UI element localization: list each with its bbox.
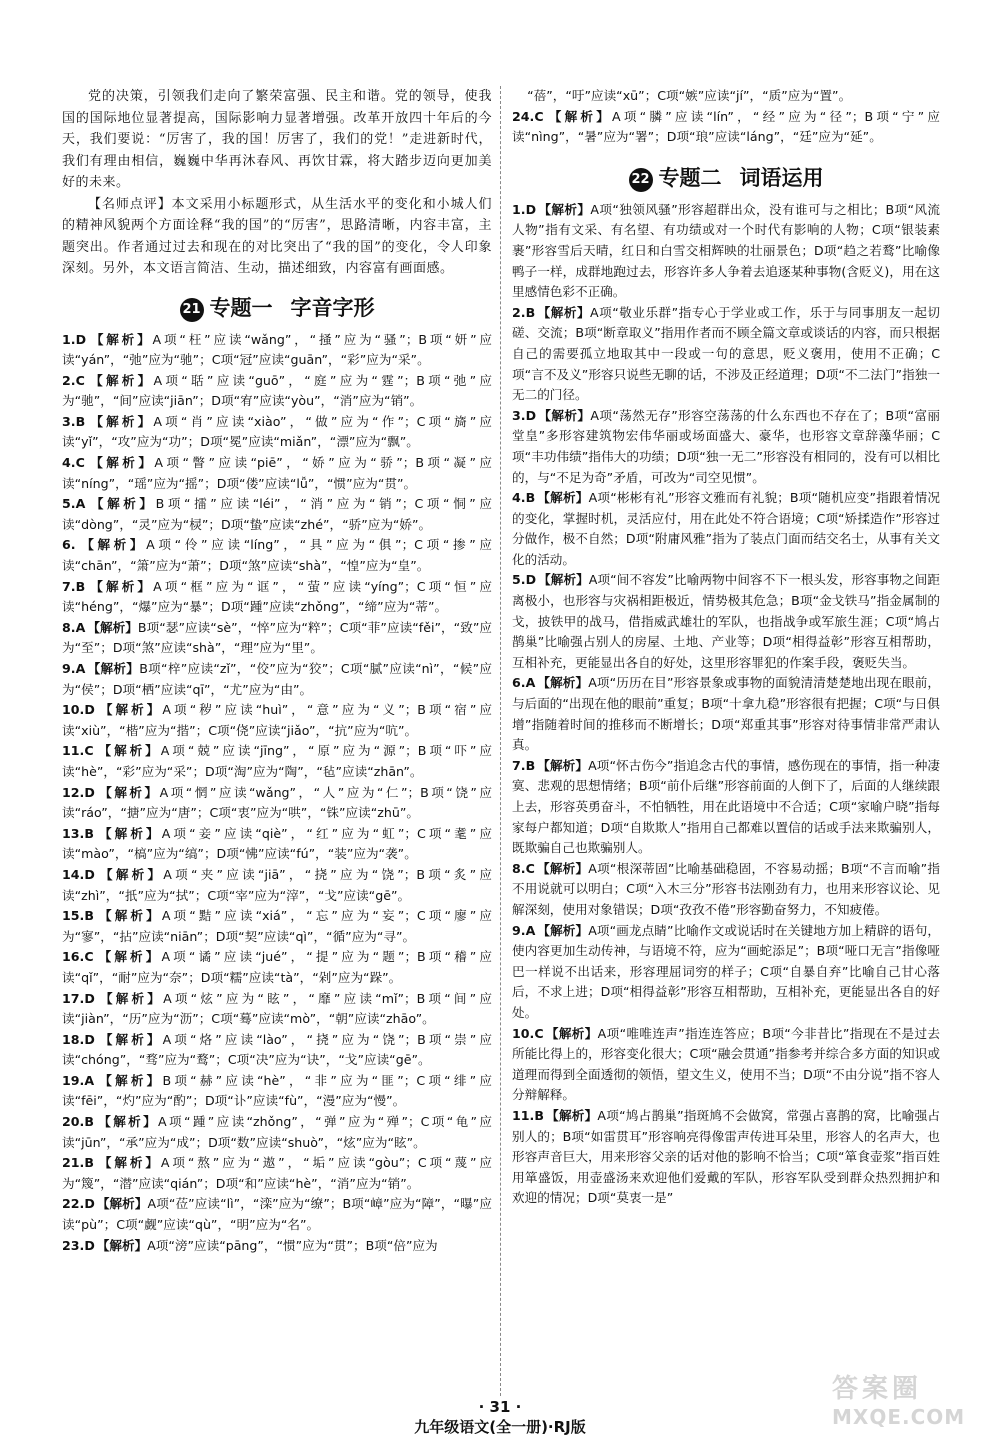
item-text: A项“彬彬有礼”形容文雅而有礼貌；B项“随机应变”指跟着情况的变化，掌握时机，灵活应付，用在此处不符合语境；C项“矫揉造作”形容过分做作，极不自然；D项“附庸风雅”指为了装点门面而结交名士，从事有关文化的活动。	[512, 490, 941, 567]
item-answer: C	[84, 949, 94, 965]
item-text: A项“聒”应读“guō”，“庭”应为“霆”；B项“弛”应为“驰”，“间”应读“jiān”；D项“宥”应读“yòu”，“消”应为“销”。	[62, 372, 492, 409]
item-text: A项“兢”应读“jīng”，“原”应为“源”；B项“吓”应读“hè”，“彩”应为“采”；D项“淘”应为“陶”，“毡”应读“zhān”。	[62, 743, 492, 779]
item-tag: 【解析】	[96, 990, 164, 1006]
item-answer: B	[84, 825, 94, 841]
book-title: 九年级语文(全一册)·RJ版	[414, 1418, 586, 1436]
item-tag: 【解析】	[87, 619, 138, 635]
item-tag: 【解析】	[87, 413, 154, 429]
item-number: 7.	[62, 578, 76, 594]
item-answer: D	[84, 990, 95, 1006]
item-tag: 【解析】	[96, 1072, 163, 1088]
item-tag: 【解析】	[536, 860, 589, 876]
item-tag: 【解析】	[87, 496, 156, 512]
item-tag: 【解析】	[95, 743, 161, 759]
item-number: 10.	[62, 702, 85, 718]
column-divider	[500, 86, 501, 1396]
item-tag: 【解析】	[96, 1196, 148, 1212]
item-answer: C	[534, 108, 544, 124]
item-text: A项“妾”应读“qiè”，“红”应为“虹”；C项“耄”应读“mào”，“槁”应为“缟”；D项“怫”应读“fú”，“装”应为“袭”。	[62, 825, 492, 862]
item-tag: 【解析】	[538, 572, 589, 588]
item-answer: D	[525, 572, 537, 588]
item-text: A项“鸠占鹊巢”指斑鸠不会做窝，常强占喜鹊的窝，比喻强占别人的；B项“如雷贯耳”形容响亮得像雷声传进耳朵里，形容人的名声大，也形容声音巨大，用来形容父亲的话对他的影响不恰当；C项“箪食壶浆”指百姓用箪盛饭，用壶盛汤来欢迎他们爱戴的军队，形容军队受到群众热烈拥护和欢迎的情况；D项“莫衷一是”	[512, 1107, 940, 1206]
watermark-text: 答案圈	[832, 1374, 923, 1404]
item-answer: B	[525, 490, 536, 506]
answer-item	[512, 1024, 940, 1106]
item-text: A项“根深蒂固”比喻基础稳固，不容易动摇；B项“不言而喻”指不用说就可以明白；C项“入木三分”形容书法刚劲有力，也用来形容议论、见解深刻，使用对象错误；D项“孜孜不倦”形容勤奋努力，不知疲倦。	[512, 860, 940, 917]
item-answer: B	[75, 578, 86, 594]
item-number: 14.	[62, 866, 85, 882]
item-number: 2.	[62, 372, 76, 388]
item-tag: 【解析】	[96, 784, 160, 800]
item-answer: C	[75, 372, 85, 388]
answer-item	[62, 700, 492, 741]
item-text: A项“烙”应读“lào”，“挠”应为“饶”；B项“崇”应读“chóng”，“骛”应为“鹜”；C项“决”应为“诀”，“戈”应读“gē”。	[62, 1031, 492, 1068]
item-tag: 【解析】	[88, 331, 153, 347]
item-tag: 【解析】	[77, 537, 147, 553]
item-text: A项“秽”应读“huì”，“意”应为“义”；B项“宿”应读“xiù”，“楷”应为“揩”；C项“侥”应读“jiǎo”，“抗”应为“吭”。	[62, 702, 493, 738]
item-number: 7.	[512, 757, 526, 773]
item-answer: A	[75, 496, 86, 512]
item-number: 15.	[62, 908, 85, 924]
item-text: A项“莅”应读“lì”，“滦”应为“缭”；B项“嶂”应为“障”，“曝”应读“pù”；C项“觑”应读“qù”，“明”应为“名”。	[62, 1196, 492, 1233]
answer-item	[62, 494, 492, 535]
item-tag: 【解析】	[537, 922, 589, 938]
answer-item	[512, 859, 940, 921]
item-text: A项“怀古伤今”指追念古代的事情，感伤现在的事情，指一种凄寞、悲观的思想情绪；B项“前仆后继”形容前面的人倒下了，后面的人继续跟上去，形容英勇奋斗，不怕牺牲，用在此语境中不合适；C项“家喻户晓”指每家每户都知道；D项“自欺欺人”指用自己都难以置信的话或手法来欺骗别人，既欺骗自己也欺骗别人。	[512, 757, 941, 856]
answer-item	[512, 673, 940, 755]
item-number: 17.	[62, 990, 85, 1006]
item-text: A项“踵”应读“zhǒng”，“弹”应为“殚”；C项“龟”应读“jūn”，“承”应为“成”；D项“数”应读“shuò”，“炫”应为“眩”。	[62, 1114, 492, 1150]
item-number: 19.	[62, 1072, 85, 1088]
answer-item	[62, 535, 492, 576]
item-number: 4.	[62, 455, 76, 471]
item-number: 20.	[62, 1114, 85, 1130]
item-tag: 【解析】	[87, 578, 154, 594]
item-text: A项“枉”应读“wǎng”，“掻”应为“骚”；B项“妍”应读“yán”，“弛”应为“驰”；C项“冠”应读“guān”，“彩”应为“采”。	[62, 331, 493, 368]
item-answer: D	[84, 702, 95, 718]
item-answer: C	[75, 455, 85, 471]
item-text: A项“夹”应读“jiā”，“挠”应为“饶”；B项“炙”应读“zhì”，“扺”应为“拭”；C项“宰”应为“滓”，“戈”应读“gē”。	[62, 866, 493, 903]
answer-item	[62, 453, 492, 494]
item-number: 16.	[62, 949, 85, 965]
answer-item	[512, 107, 940, 148]
item-tag: 【解析】	[537, 490, 589, 506]
item-text: A项“炫”应为“眩”，“靡”应读“mǐ”；B项“间”应读“jiàn”，“历”应为“沥”；C项“蓦”应读“mò”，“朝”应读“zhāo”。	[62, 990, 492, 1027]
item-answer: A	[75, 661, 86, 676]
answer-item	[62, 330, 492, 371]
answer-item	[62, 1030, 492, 1071]
answer-item	[512, 303, 940, 406]
item-text: A项“膦”应读“lín”，“经”应为“径”；B项“宁”应读“nìng”，“暑”应为“署”；D项“琅”应读“láng”，“廷”应为“延”。	[512, 108, 941, 145]
item-tag: 【解析】	[95, 949, 162, 965]
answer-item	[512, 406, 940, 488]
item-answer: C	[525, 860, 535, 876]
answer-item	[512, 1106, 940, 1209]
answer-item	[62, 865, 492, 906]
item-text: A项“惘”应读“wǎng”，“人”应为“仁”；B项“饶”应读“ráo”，“搪”应为“唐”；C项“衷”应为“哄”，“铢”应读“zhū”。	[62, 784, 493, 821]
item-answer: B	[75, 413, 86, 429]
item-answer: A	[525, 922, 536, 938]
answer-item	[512, 921, 940, 1024]
item-text: B项“赫”应读“hè”，“非”应为“匪”；C项“绯”应读“fēi”，“灼”应为“酌”；D项“讣”应读“fù”，“漫”应为“慢”。	[62, 1072, 492, 1109]
item-text: A项“谲”应读“jué”，“提”应为“题”；B项“稽”应读“qǐ”，“耐”应为“奈”；D项“糯”应读“tà”，“剁”应为“跺”。	[62, 949, 493, 985]
item-tag: 【解析】	[86, 455, 155, 471]
answer-item	[62, 618, 492, 659]
item-tag: 【解析】	[545, 1025, 598, 1041]
item-text: A项“框”应为“诓”，“萤”应读“yíng”；C项“恒”应读“héng”，“爆”应为“暴”；D项“踵”应读“zhǒng”，“缔”应为“蒂”。	[62, 578, 492, 615]
item-text: A项“间不容发”比喻两物中间容不下一根头发，形容事物之间距离极小，也形容与灾祸相距极近，情势极其危急；B项“金戈铁马”指金属制的戈，披铁甲的战马，借指威武雄壮的军队，也指战争或军旅生涯；C项“鸠占鹊巢”比喻强占别人的房屋、土地、产业等；D项“相得益彰”形容互相帮助，互相补充，更能显出各自的好处，这里形容罪犯的作案手段，褒贬失当。	[512, 572, 941, 670]
item-number: 9.	[512, 922, 526, 938]
essay	[62, 86, 492, 280]
item-answer: B	[525, 757, 536, 773]
item-number: 5.	[512, 572, 526, 588]
item-answer: D	[84, 1237, 95, 1253]
item-tag: 【解析】	[537, 757, 589, 773]
watermark-logo	[832, 1368, 982, 1428]
item-answer: D	[84, 1031, 95, 1047]
item-number: 10.	[512, 1025, 535, 1041]
item-text: B项“瑟”应读“sè”，“悴”应为“粹”；C项“菲”应读“fěi”，“致”应为“至”；D项“煞”应读“shà”，“理”应为“里”。	[62, 619, 493, 656]
item-tag: 【解析】	[96, 866, 164, 882]
answer-item	[62, 989, 492, 1030]
item-tag: 【解析】	[96, 702, 163, 718]
item-text: A项“荡然无存”形容空荡荡的什么东西也不存在了；B项“富丽堂皇”多形容建筑物宏伟华丽或场面盛大、豪华，也形容文章辞藻华丽；C项“丰功伟绩”指伟大的功绩；D项“独一无二”形容没有相同的，没有可以相比的，与“不足为奇”矛盾，可改为“司空见惯”。	[512, 407, 941, 485]
item-answer: D	[84, 866, 95, 882]
item-tag: 【解析】	[95, 1155, 161, 1171]
answer-list-2	[512, 200, 940, 1209]
item-tag: 【解析】	[86, 372, 154, 388]
item-answer: C	[534, 1025, 544, 1041]
item-tag: 【解析】	[538, 201, 591, 217]
item-number: 1.	[512, 201, 526, 217]
item-answer: D	[525, 407, 537, 423]
watermark-url: MXQE.COM	[832, 1405, 966, 1429]
item-number: 3.	[512, 407, 526, 423]
item-text: B项“梓”应读“zǐ”，“佼”应为“狡”；C项“腻”应读“nì”，“候”应为“侯”；D项“栖”应读“qī”，“尤”应为“由”。	[62, 661, 492, 697]
item-answer: D	[75, 331, 87, 347]
page-number: · 31 ·	[478, 1398, 522, 1416]
section-title: 专题二	[658, 165, 722, 190]
item-tag: 【解析】	[95, 908, 162, 924]
item-tag: 【解析】	[95, 1114, 159, 1130]
item-number: 22.	[62, 1196, 85, 1212]
item-number: 11.	[512, 1107, 535, 1123]
item-answer: B	[84, 1155, 94, 1171]
answer-item	[62, 1071, 492, 1112]
answer-item	[62, 947, 492, 988]
item-answer: C	[84, 743, 94, 759]
item-number: 3.	[62, 413, 76, 429]
answer-item	[512, 756, 940, 859]
section-subtitle: 字音字形	[290, 295, 375, 320]
section-heading-1	[62, 292, 492, 322]
item-answer: D	[84, 784, 95, 800]
item-answer: A	[84, 1072, 95, 1088]
section-number-badge: 22	[629, 168, 653, 192]
section-heading-2	[512, 162, 940, 192]
item-text: B项“擂”应读“léi”，“消”应为“销”；C项“恫”应读“dòng”，“灵”应为“棂”；D项“蛰”应读“zhé”，“骄”应为“娇”。	[62, 496, 492, 532]
item-number: 2.	[512, 304, 526, 320]
item-tag: 【解析】	[96, 1031, 163, 1047]
answer-item	[62, 824, 492, 865]
item-number: 6.	[62, 537, 76, 553]
continued-text: “蓓”，“吁”应读“xū”；C项“嫉”应读“jí”，“质”应为“置”。	[527, 88, 852, 103]
item-text: A项“肖”应读“xiào”，“做”应为“作”；C项“旖”应读“yǐ”，“攻”应为“功”；D项“冕”应读“miǎn”，“漂”应为“飘”。	[62, 413, 493, 450]
section-title: 专题一	[209, 295, 273, 320]
item-number: 8.	[512, 860, 526, 876]
item-number: 8.	[62, 619, 76, 635]
item-number: 21.	[62, 1155, 85, 1171]
item-tag: 【解析】	[96, 1237, 148, 1253]
item-answer: D	[525, 201, 537, 217]
answer-item	[62, 659, 492, 700]
answer-item	[62, 371, 492, 412]
item-number: 23.	[62, 1237, 85, 1253]
item-number: 9.	[62, 661, 76, 676]
answer-item	[62, 412, 492, 453]
answer-item	[62, 906, 492, 947]
item-answer: B	[84, 1114, 94, 1130]
item-text: A项“伶”应读“líng”，“具”应为“俱”；C项“掺”应读“chān”，“箫”应为“萧”；D项“煞”应读“shà”，“惶”应为“皇”。	[62, 537, 492, 574]
item-tag: 【解析】	[545, 108, 613, 124]
item-text: A项“历历在目”形容景象或事物的面貌清清楚楚地出现在眼前，与后面的“出现在他的眼前”重复；B项“十拿九稳”形容很有把握；C项“与日俱增”指随着时间的推移而不断增长；D项“郑重其事”形容对待事情非常严肃认真。	[512, 675, 941, 753]
item-answer: A	[75, 619, 86, 635]
answer-item	[62, 783, 492, 824]
answer-item	[512, 570, 940, 673]
answer-item	[512, 488, 940, 570]
item-tag: 【解析】	[537, 304, 591, 320]
answer-list-1	[62, 330, 492, 1257]
item-number: 1.	[62, 331, 76, 347]
item-text: A项“黠”应读“xiá”，“忘”应为“妄”；C项“廖”应为“寥”，“拈”应读“niān”；D项“契”应读“qì”，“循”应为“寻”。	[62, 908, 492, 944]
item-answer: D	[84, 1196, 95, 1212]
essay-paragraph: 党的决策，引领我们走向了繁荣富强、民主和谐。党的领导，使我国的国际地位显著提高，国际影响力显著增强。改革开放四十年后的今天，我们要说：“厉害了，我的国！厉害了，我们的党！”走进新时代，我们有理由相信，巍巍中华再沐春风、再饮甘霖，将大踏步迈向更加美好的未来。	[62, 89, 492, 190]
item-tag: 【解析】	[95, 825, 162, 841]
item-text: A项“敬业乐群”指专心于学业或工作，乐于与同事朋友一起切磋、交流；B项“断章取义”指用作者而不顾全篇文章或谈话的内容，而只根据自己的需要孤立地取其中一段或一句的意思，贬义褒用，使用不正确；C项“言不及义”形容只说些无聊的话，不涉及正经道理；D项“不二法门”指独一无二的门径。	[512, 304, 941, 403]
answer-item	[62, 577, 492, 618]
item-tag: 【解析】	[538, 407, 591, 423]
answer-item	[62, 1236, 492, 1257]
item-tag: 【解析】	[87, 661, 140, 676]
item-text: A项“滂”应读“pāng”，“惯”应为“贯”；B项“倍”应为	[147, 1237, 438, 1253]
item-number: 18.	[62, 1031, 85, 1047]
item-number: 11.	[62, 743, 85, 759]
item-tag: 【解析】	[545, 1107, 598, 1123]
section-subtitle: 词语运用	[739, 165, 824, 190]
item-text: A项“唯唯连声”指连连答应；B项“今非昔比”指现在不是过去所能比得上的，形容变化很大；C项“融会贯通”指参考并综合多方面的知识或道理而得到全面透彻的领悟，望文生义，使用不当；D项“不由分说”指不容人分辩解释。	[512, 1025, 941, 1103]
answer-item	[512, 200, 940, 303]
item-text: A项“独领风骚”形容超群出众，没有谁可与之相比；B项“风流人物”指有文采、有名望、有功绩或对一个时代有影响的人物；C项“银装素裹”形容雪后天晴，红日和白雪交相辉映的壮丽景色；D项“趋之若鹜”比喻像鸭子一样，成群地跑过去，形容许多人争着去追逐某种事物(含贬义)，用在这里感情色彩不正确。	[512, 201, 941, 300]
section-number-badge: 21	[180, 298, 204, 322]
answer-item	[62, 1194, 492, 1235]
item-answer: B	[525, 304, 536, 320]
item-number: 6.	[512, 675, 526, 691]
answer-item	[62, 1153, 492, 1194]
item-answer: B	[534, 1107, 544, 1123]
item-tag: 【解析】	[537, 675, 589, 691]
answer-item	[62, 1112, 492, 1153]
item-text: A项“画龙点睛”比喻作文或说话时在关键地方加上精辟的语句，使内容更加生动传神，与语境不符，应为“画蛇添足”；B项“哑口无言”指像哑巴一样说不出话来，形容理屈词穷的样子；C项“自暴自弃”比喻自己甘心落后，不求上进；D项“相得益彰”形容互相帮助，互相补充，更能显出各自的好处。	[512, 922, 941, 1020]
left-column	[62, 86, 492, 1256]
item-answer: A	[525, 675, 536, 691]
answer-item	[62, 741, 492, 782]
item-number: 13.	[62, 825, 85, 841]
item-number: 4.	[512, 490, 526, 506]
item-text: A项“瞥”应读“piē”，“娇”应为“骄”；B项“凝”应读“níng”，“瑶”应为“摇”；D项“偻”应读“lǚ”，“惯”应为“贯”。	[62, 455, 492, 491]
teacher-comment: 【名师点评】本文采用小标题形式，从生活水平的变化和小城人们的精神风貌两个方面诠释“我的国”的“厉害”，思路清晰，内容丰富，主题突出。作者通过过去和现在的对比突出了“我的国”的变化，令人印象深刻。另外，本文语言简洁、生动，描述细致，内容富有画面感。	[62, 196, 492, 276]
item-answer: B	[84, 908, 94, 924]
right-column	[512, 86, 940, 1209]
item-text: A项“熬”应为“遨”，“垢”应读“gòu”；C项“蔑”应为“篾”，“潜”应读“qián”；D项“和”应读“hè”，“消”应为“销”。	[62, 1155, 492, 1191]
item-number: 24.	[512, 108, 535, 124]
item-number: 12.	[62, 784, 85, 800]
item-number: 5.	[62, 496, 76, 512]
